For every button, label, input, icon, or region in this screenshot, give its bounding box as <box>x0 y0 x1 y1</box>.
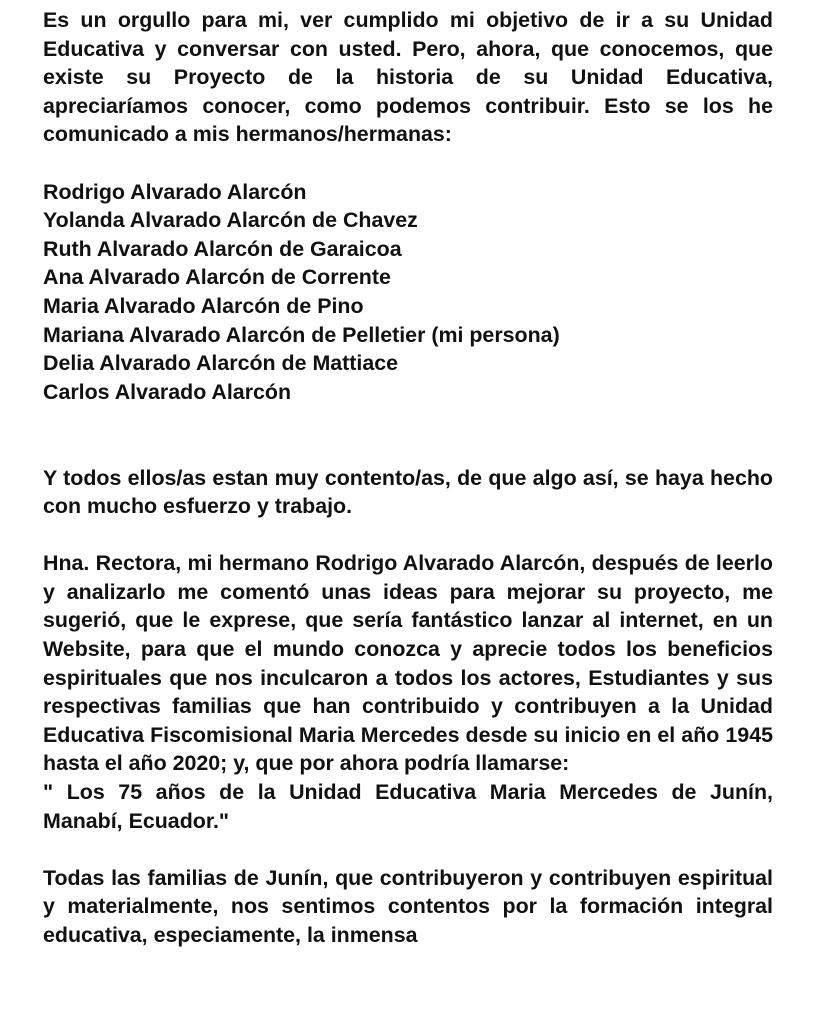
proposal-paragraph <box>43 549 773 835</box>
siblings-list <box>43 178 773 407</box>
intro-paragraph: Es un orgullo para mi, ver cumplido mi objetivo de ir a su Unidad Educativa y conversar con usted. Pero, ahora, que conocemos, que existe su Proyecto de la historia de su Unidad Educativa, apreciaríamos conocer, como podemos contribuir. Esto se los he comunicado a mis hermanos/hermanas: <box>43 8 773 147</box>
proposal-text: Hna. Rectora, mi hermano Rodrigo Alvarado Alarcón, después de leerlo y analizarlo me comentó unas ideas para mejorar su proyecto, me sugerió, que le exprese, que sería fantástico lanzar al internet, en un Website, para que el mundo conozca y aprecie todos los beneficios espirituales que nos inculcaron a todos los actores, Estudiantes y sus respectivas familias que han contribuido y contribuyen a la Unidad Educativa Fiscomisional Maria Mercedes desde su inicio en el año 1945 hasta el año 2020; y, que por ahora podría llamarse: <box>43 551 773 776</box>
letter-page <box>43 6 773 950</box>
paragraph-spacer <box>43 406 773 463</box>
sibling-name: Mariana Alvarado Alarcón de Pelletier (mi persona) <box>43 322 560 347</box>
paragraph-spacer <box>43 835 773 864</box>
sibling-name: Yolanda Alvarado Alarcón de Chavez <box>43 208 418 233</box>
sibling-name: Ana Alvarado Alarcón de Corrente <box>43 265 391 290</box>
sibling-name: Carlos Alvarado Alarcón <box>43 379 292 404</box>
sibling-name: Rodrigo Alvarado Alarcón <box>43 179 307 204</box>
paragraph-spacer <box>43 521 773 550</box>
sibling-name: Maria Alvarado Alarcón de Pino <box>43 293 364 318</box>
sibling-name: Delia Alvarado Alarcón de Mattiace <box>43 351 399 376</box>
website-title-quote: " Los 75 años de la Unidad Educativa Maria Mercedes de Junín, Manabí, Ecuador." <box>43 780 773 833</box>
closing-paragraph: Todas las familias de Junín, que contribuyeron y contribuyen espiritual y materialmente, nos sentimos contentos por la formación integral educativa, especiamente, la inmensa <box>43 865 773 947</box>
contentment-paragraph: Y todos ellos/as estan muy contento/as, de que algo así, se haya hecho con mucho esfuerzo y trabajo. <box>43 465 773 519</box>
paragraph-spacer <box>43 149 773 178</box>
sibling-name: Ruth Alvarado Alarcón de Garaicoa <box>43 236 402 261</box>
